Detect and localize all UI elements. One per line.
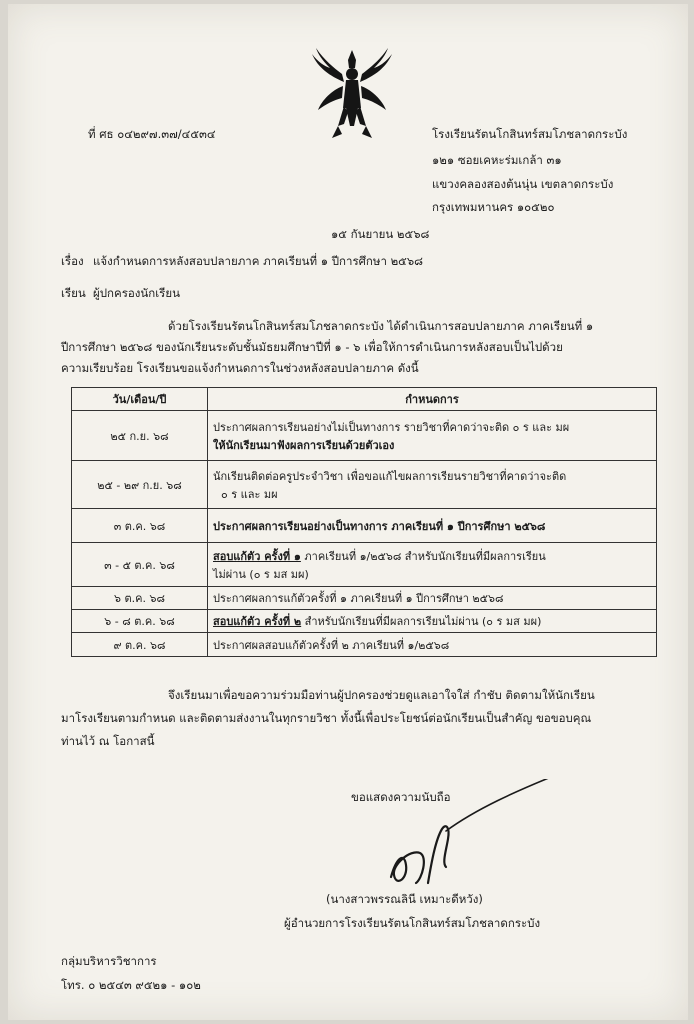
schedule-table	[71, 387, 657, 657]
body-paragraph-1-line-1: ด้วยโรงเรียนรัตนโกสินทร์สมโภชลาดกระบัง ได้ดำเนินการสอบปลายภาค ภาคเรียนที่ ๑	[168, 319, 594, 333]
reference-number: ที่ ศธ ๐๔๒๙๗.๓๗/๔๕๓๔	[88, 127, 216, 141]
address-line-2: แขวงคลองสองต้นนุ่น เขตลาดกระบัง	[432, 177, 614, 191]
row-schedule-line-2: ให้นักเรียนมาฟังผลการเรียนด้วยตัวเอง	[213, 438, 395, 452]
footer-department: กลุ่มบริหารวิชาการ	[61, 954, 157, 968]
row-date: ๖ - ๘ ต.ค. ๖๘	[72, 610, 208, 633]
table-row	[72, 633, 657, 657]
row-date: ๒๕ - ๒๙ ก.ย. ๖๘	[72, 461, 208, 509]
letter-date: ๑๕ กันยายน ๒๕๖๘	[331, 227, 430, 241]
recipient-text: ผู้ปกครองนักเรียน	[93, 286, 180, 300]
table-row	[72, 543, 657, 587]
body-paragraph-2-line-1: จึงเรียนมาเพื่อขอความร่วมมือท่านผู้ปกครองช่วยดูแลเอาใจใส่ กำชับ ติดตามให้นักเรียน	[168, 688, 595, 702]
row-schedule-line-1-text: สำหรับนักเรียนที่มีผลการเรียนไม่ผ่าน (๐ ร มส มผ)	[301, 615, 542, 628]
row-date: ๒๕ ก.ย. ๖๘	[72, 411, 208, 461]
handwritten-signature	[376, 779, 576, 899]
body-paragraph-1-line-2: ปีการศึกษา ๒๕๖๘ ของนักเรียนระดับชั้นมัธยมศึกษาปีที่ ๑ - ๖ เพื่อให้การดำเนินการหลังสอบเป็นไปด้วย	[61, 340, 563, 354]
subject-text: แจ้งกำหนดการหลังสอบปลายภาค ภาคเรียนที่ ๑ ปีการศึกษา ๒๕๖๘	[93, 254, 424, 268]
row-schedule-line-2: ไม่ผ่าน (๐ ร มส มผ)	[213, 567, 309, 581]
body-paragraph-2-line-2: มาโรงเรียนตามกำหนด และติดตามส่งงานในทุกรายวิชา ทั้งนี้เพื่อประโยชน์ต่อนักเรียนเป็นสำคัญ ขอขอบคุณ	[61, 711, 592, 725]
row-schedule-line-1: ประกาศผลการเรียนอย่างไม่เป็นทางการ รายวิชาที่คาดว่าจะติด ๐ ร และ มผ	[213, 420, 570, 434]
garuda-emblem-icon	[308, 46, 396, 144]
row-schedule	[208, 610, 657, 633]
school-name: โรงเรียนรัตนโกสินทร์สมโภชลาดกระบัง	[432, 127, 628, 141]
row-schedule-line-1	[213, 547, 651, 565]
table-row	[72, 461, 657, 509]
row-schedule	[208, 411, 657, 461]
subject-label: เรื่อง	[61, 254, 84, 268]
column-header-schedule: กำหนดการ	[208, 388, 657, 411]
row-date: ๓ - ๕ ต.ค. ๖๘	[72, 543, 208, 587]
address-line-1: ๑๒๑ ซอยเคหะร่มเกล้า ๓๑	[432, 153, 562, 167]
recipient-label: เรียน	[61, 286, 86, 300]
address-line-3: กรุงเทพมหานคร ๑๐๕๒๐	[432, 200, 555, 214]
row-schedule-line-1-text: ภาคเรียนที่ ๑/๒๕๖๘ สำหรับนักเรียนที่มีผลการเรียน	[300, 549, 546, 563]
table-row	[72, 411, 657, 461]
makeup-exam-2-label: สอบแก้ตัว ครั้งที่ ๒	[213, 615, 302, 628]
row-date: ๖ ต.ค. ๖๘	[72, 587, 208, 610]
row-schedule-line-1: นักเรียนติดต่อครูประจำวิชา เพื่อขอแก้ไขผลการเรียนรายวิชาที่คาดว่าจะติด	[213, 469, 567, 483]
table-row	[72, 610, 657, 633]
table-row	[72, 509, 657, 543]
letter-page	[8, 4, 688, 1020]
closing-regards: ขอแสดงความนับถือ	[351, 790, 451, 804]
row-date: ๙ ต.ค. ๖๘	[72, 633, 208, 657]
footer-phone: โทร. ๐ ๒๕๔๓ ๙๕๒๑ - ๑๐๒	[61, 978, 201, 992]
column-header-date: วัน/เดือน/ปี	[72, 388, 208, 411]
table-row	[72, 587, 657, 610]
row-schedule	[208, 461, 657, 509]
row-schedule: ประกาศผลการเรียนอย่างเป็นทางการ ภาคเรียนที่ ๑ ปีการศึกษา ๒๕๖๘	[208, 509, 657, 543]
makeup-exam-1-label: สอบแก้ตัว ครั้งที่ ๑	[213, 549, 301, 563]
body-paragraph-2-line-3: ท่านไว้ ณ โอกาสนี้	[61, 734, 155, 748]
body-paragraph-1-line-3: ความเรียบร้อย โรงเรียนขอแจ้งกำหนดการในช่วงหลังสอบปลายภาค ดังนี้	[61, 361, 419, 375]
row-schedule: ประกาศผลการแก้ตัวครั้งที่ ๑ ภาคเรียนที่ ๑ ปีการศึกษา ๒๕๖๘	[208, 587, 657, 610]
signer-title: ผู้อำนวยการโรงเรียนรัตนโกสินทร์สมโภชลาดกระบัง	[284, 916, 541, 930]
row-date: ๓ ต.ค. ๖๘	[72, 509, 208, 543]
row-schedule-line-2: ๐ ร และ มผ	[221, 487, 278, 501]
row-schedule: ประกาศผลสอบแก้ตัวครั้งที่ ๒ ภาคเรียนที่ ๑/๒๕๖๘	[208, 633, 657, 657]
table-header-row	[72, 388, 657, 411]
signer-name: (นางสาวพรรณลินี เหมาะดีหวัง)	[326, 892, 483, 906]
row-schedule	[208, 543, 657, 587]
